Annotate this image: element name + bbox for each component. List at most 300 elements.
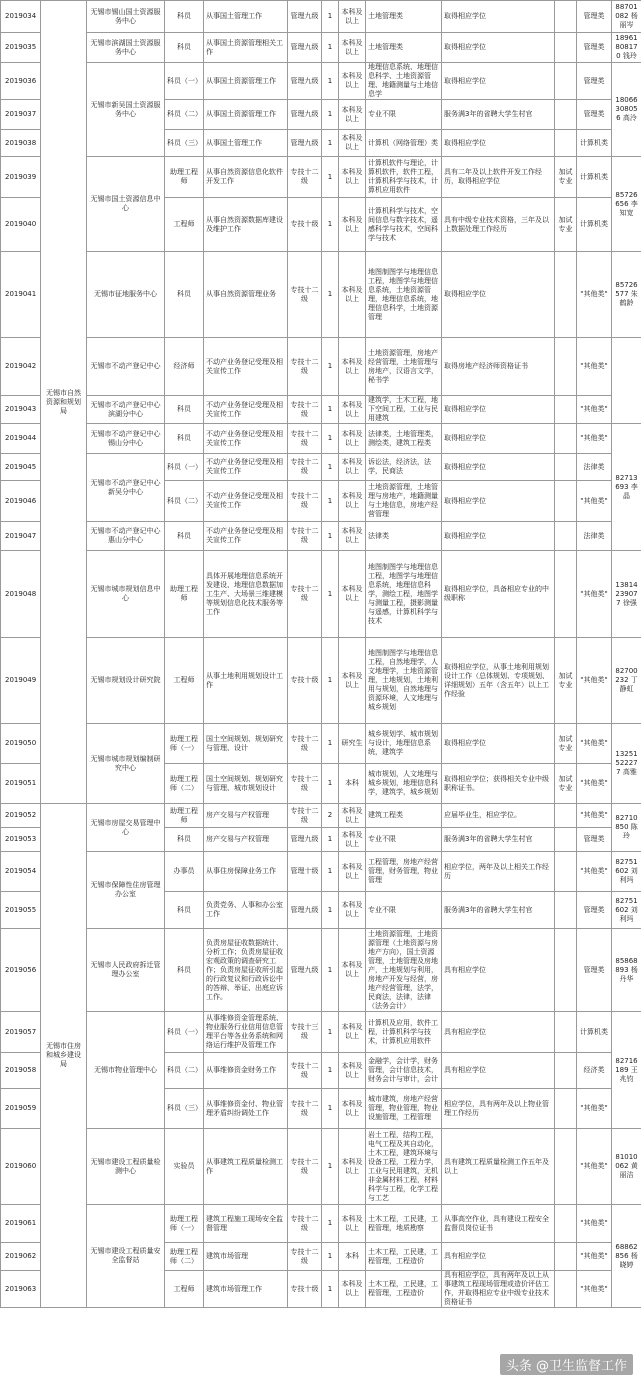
exam-category: 管理类 xyxy=(577,1,612,33)
hire-count: 1 xyxy=(322,522,339,551)
position-code: 2019052 xyxy=(1,804,41,828)
contact-info: 13814239077 徐强 xyxy=(612,551,641,638)
post-level: 专技十二级 xyxy=(288,252,322,338)
post-level: 管理九级 xyxy=(288,892,322,929)
table-row xyxy=(1,33,641,63)
position-code: 2019061 xyxy=(1,1205,41,1243)
exam-category: 管理类 xyxy=(577,100,612,130)
unit-name: 无锡市城市规划编制研究中心 xyxy=(87,724,165,804)
education: 本科及以上 xyxy=(339,1271,366,1308)
hire-count: 1 xyxy=(322,1,339,33)
other-requirements: 取得相应学位 xyxy=(442,33,555,63)
major: 土地管理类 xyxy=(366,33,442,63)
post-name: 实验员 xyxy=(165,1129,204,1205)
unit-name: 无锡市规划设计研究院 xyxy=(87,638,165,724)
hire-count: 1 xyxy=(322,551,339,638)
major: 专业不限 xyxy=(366,892,442,929)
major: 建筑学，土木工程，地下空间工程，工业与民用建筑 xyxy=(366,396,442,424)
job-duty: 房产交易与产权管理 xyxy=(204,804,288,828)
contact-info: 82700232 丁静虹 xyxy=(612,638,641,724)
hire-count: 1 xyxy=(322,338,339,396)
job-duty: 具体开展地理信息系统开发建设、地理信息数据加工生产、大场景三维建模等规划信息化技术服务等工作 xyxy=(204,551,288,638)
other-requirements: 应届毕业生，相应学位。 xyxy=(442,804,555,828)
education: 本科及以上 xyxy=(339,1089,366,1129)
post-name: 科员（二） xyxy=(165,1053,204,1089)
exam-category: 管理类 xyxy=(577,828,612,852)
table-row xyxy=(1,852,641,892)
position-code: 2019055 xyxy=(1,892,41,929)
hire-count: 1 xyxy=(322,724,339,764)
exam-method xyxy=(555,63,577,100)
exam-method xyxy=(555,551,577,638)
exam-method xyxy=(555,1012,577,1053)
position-code: 2019049 xyxy=(1,638,41,724)
job-duty: 国土空间规划、规划研究与管理、城市规划设计 xyxy=(204,764,288,804)
education: 本科及以上 xyxy=(339,157,366,198)
major: 城市建筑，房地产经营管理，物业管理，物业设施管理，工程管理 xyxy=(366,1089,442,1129)
other-requirements: 取得相应学位 xyxy=(442,252,555,338)
exam-method xyxy=(555,396,577,424)
exam-method xyxy=(555,424,577,454)
major: 专业不限 xyxy=(366,100,442,130)
major: 计算机（网络管理）类 xyxy=(366,130,442,157)
education: 本科及以上 xyxy=(339,481,366,522)
exam-category: "其他类" xyxy=(577,396,612,424)
exam-category: "其他类" xyxy=(577,1243,612,1271)
exam-category: "其他类" xyxy=(577,724,612,764)
hire-count: 1 xyxy=(322,1205,339,1243)
other-requirements: 具有相应学位 xyxy=(442,1012,555,1053)
education: 本科及以上 xyxy=(339,804,366,828)
exam-method xyxy=(555,100,577,130)
hire-count: 1 xyxy=(322,1243,339,1271)
job-duty: 从事国土资源管理工作 xyxy=(204,100,288,130)
job-duty: 从事国土管理工作 xyxy=(204,1,288,33)
education: 研究生 xyxy=(339,724,366,764)
position-code: 2019048 xyxy=(1,551,41,638)
major: 城市规划，人文地理与城乡规划，地理信息科学，建筑学，城乡规划 xyxy=(366,764,442,804)
post-name: 科员 xyxy=(165,929,204,1012)
exam-method xyxy=(555,828,577,852)
education: 本科及以上 xyxy=(339,454,366,481)
exam-category: "其他类" xyxy=(577,481,612,522)
unit-name: 无锡市房屋交易管理中心 xyxy=(87,804,165,852)
table-row xyxy=(1,638,641,724)
exam-category: "其他类" xyxy=(577,1271,612,1308)
table-row xyxy=(1,252,641,338)
hire-count: 1 xyxy=(322,852,339,892)
major: 地图制图学与地理信息工程，地图学与地理信息系统，土地资源管理，地理信息系统，地理信息科学，土地资源管理 xyxy=(366,252,442,338)
job-duty: 从事自然资源数据库建设及维护工作 xyxy=(204,198,288,252)
contact-info: 18961808170 钱玲 xyxy=(612,33,641,63)
post-name: 科员（三） xyxy=(165,130,204,157)
exam-category: "其他类" xyxy=(577,804,612,828)
other-requirements: 具有建筑工程质量检测工作五年及以上 xyxy=(442,1129,555,1205)
post-name: 科员 xyxy=(165,828,204,852)
post-level: 专技十二级 xyxy=(288,157,322,198)
exam-method xyxy=(555,852,577,892)
other-requirements: 取得相应学位 xyxy=(442,424,555,454)
position-code: 2019054 xyxy=(1,852,41,892)
exam-category: "其他类" xyxy=(577,551,612,638)
education: 本科及以上 xyxy=(339,638,366,724)
position-code: 2019047 xyxy=(1,522,41,551)
major: 土木工程，工民建，工程管理，工程造价 xyxy=(366,1243,442,1271)
job-duty: 建筑市场管理 xyxy=(204,1243,288,1271)
job-duty: 从事国土资源管理工作 xyxy=(204,63,288,100)
job-duty: 从事自然资源信息化软件开发工作 xyxy=(204,157,288,198)
job-duty: 不动产业务登记受理及相关宣传工作 xyxy=(204,454,288,481)
post-level: 专技十二级 xyxy=(288,1129,322,1205)
other-requirements: 取得相应学位，从事土地利用规划设计工作（总体规划、专项规划、详细规划）五年（含五年）以上工作经验 xyxy=(442,638,555,724)
unit-name: 无锡市不动产登记中心惠山分中心 xyxy=(87,522,165,551)
hire-count: 1 xyxy=(322,1053,339,1089)
exam-category: 计算机类 xyxy=(577,198,612,252)
hire-count: 1 xyxy=(322,424,339,454)
post-name: 工程师 xyxy=(165,198,204,252)
job-duty: 负责党务、人事和办公室工作 xyxy=(204,892,288,929)
education: 本科及以上 xyxy=(339,929,366,1012)
education: 本科及以上 xyxy=(339,198,366,252)
hire-count: 1 xyxy=(322,828,339,852)
major: 诉讼法，经济法，法学，民商法 xyxy=(366,454,442,481)
unit-name: 无锡市锡山国土资源服务中心 xyxy=(87,1,165,33)
exam-category: 管理类 xyxy=(577,63,612,100)
exam-method xyxy=(555,338,577,396)
post-name: 科员 xyxy=(165,424,204,454)
exam-method: 加试专业 xyxy=(555,157,577,198)
other-requirements: 取得相应学位；获得相关专业中级职称证书。 xyxy=(442,764,555,804)
table-row xyxy=(1,724,641,764)
job-duty: 不动产业务登记受理及相关宣传工作 xyxy=(204,481,288,522)
unit-name: 无锡市国土资源信息中心 xyxy=(87,157,165,252)
education: 本科及以上 xyxy=(339,252,366,338)
exam-category: 计算机类 xyxy=(577,157,612,198)
other-requirements: 相应学位，具有两年及以上物业管理工作经历 xyxy=(442,1089,555,1129)
post-level: 管理十级 xyxy=(288,852,322,892)
exam-method xyxy=(555,1271,577,1308)
post-level: 专技十二级 xyxy=(288,424,322,454)
job-duty: 从事维修资金管理系统、物业服务行业信用信息管理平台等各业务系统和网络运行维护及管理工作 xyxy=(204,1012,288,1053)
other-requirements: 取得相应学位 xyxy=(442,1,555,33)
major: 土地管理类 xyxy=(366,1,442,33)
other-requirements: 具有相应学位，具有两年及以上从事建筑工程现场管理或造价评估工作，并取得相应专业中级专业技术资格证书 xyxy=(442,1271,555,1308)
education: 本科及以上 xyxy=(339,1129,366,1205)
unit-name: 无锡市城市规划信息中心 xyxy=(87,551,165,638)
other-requirements: 取得相应学位 xyxy=(442,396,555,424)
education: 本科及以上 xyxy=(339,1,366,33)
job-duty: 不动产业务登记受理及相关宣传工作 xyxy=(204,424,288,454)
major: 土地资源管理，土地资源管理（土地资源与房地产方向），国土资源管理，土地管理及房地产，土地规划与利用，房地产开发与经营，房地产经营管理，法学，民商法，法律，法律（法务会计） xyxy=(366,929,442,1012)
post-level: 专技十级 xyxy=(288,638,322,724)
post-name: 助理工程师（一） xyxy=(165,1205,204,1243)
position-code: 2019040 xyxy=(1,198,41,252)
table-row xyxy=(1,1012,641,1053)
contact-info: 82751602 刘利玛 xyxy=(612,892,641,929)
job-duty: 从事维修资金付、物业管理矛盾纠纷调处工作 xyxy=(204,1089,288,1129)
major: 地理信息系统、地理信息科学、土地资源管理、地籍测量与土地信息学 xyxy=(366,63,442,100)
post-level: 管理九级 xyxy=(288,130,322,157)
post-level: 管理九级 xyxy=(288,63,322,100)
table-row xyxy=(1,396,641,424)
other-requirements: 取得房地产经济师资格证书 xyxy=(442,338,555,396)
hire-count: 1 xyxy=(322,764,339,804)
department-name: 无锡市住房和城乡建设局 xyxy=(41,804,87,1308)
post-name: 科员（一） xyxy=(165,454,204,481)
exam-category: 法律类 xyxy=(577,522,612,551)
hire-count: 1 xyxy=(322,454,339,481)
education: 本科及以上 xyxy=(339,1053,366,1089)
position-code: 2019050 xyxy=(1,724,41,764)
major: 土木工程，工民建，工程管理，工程造价 xyxy=(366,1271,442,1308)
exam-method xyxy=(555,1053,577,1089)
other-requirements: 取得相应学位 xyxy=(442,130,555,157)
department-name: 无锡市自然资源和规划局 xyxy=(41,1,87,804)
hire-count: 1 xyxy=(322,100,339,130)
exam-category: 管理类 xyxy=(577,892,612,929)
unit-name: 无锡市不动产登记中心锡山分中心 xyxy=(87,424,165,454)
exam-category: 计算机类 xyxy=(577,1012,612,1053)
other-requirements: 服务满3年的省聘大学生村官 xyxy=(442,100,555,130)
position-code: 2019059 xyxy=(1,1089,41,1129)
contact-info: 82751602 刘利玛 xyxy=(612,852,641,892)
exam-method: 加试专业 xyxy=(555,724,577,764)
education: 本科及以上 xyxy=(339,396,366,424)
other-requirements: 取得相应学位 xyxy=(442,724,555,764)
table-row xyxy=(1,929,641,1012)
position-code: 2019041 xyxy=(1,252,41,338)
table-row xyxy=(1,1129,641,1205)
exam-method xyxy=(555,522,577,551)
major: 地图制图学与地理信息工程，地图学与地理信息系统，地理信息科学，测绘工程，地图学与测量工程，摄影测量与遥感，计算机科学与技术 xyxy=(366,551,442,638)
other-requirements: 具有相应学位 xyxy=(442,1243,555,1271)
job-duty: 不动产业务登记受理及相关宣传工作 xyxy=(204,522,288,551)
post-name: 科员 xyxy=(165,892,204,929)
table-row xyxy=(1,424,641,454)
other-requirements: 取得相应学位 xyxy=(442,454,555,481)
post-level: 专技十级 xyxy=(288,198,322,252)
position-code: 2019045 xyxy=(1,454,41,481)
exam-method xyxy=(555,454,577,481)
unit-name: 无锡市建设工程质量安全监督站 xyxy=(87,1205,165,1308)
post-name: 科员 xyxy=(165,33,204,63)
position-code: 2019058 xyxy=(1,1053,41,1089)
post-name: 办事员 xyxy=(165,852,204,892)
exam-category: "其他类" xyxy=(577,338,612,396)
hire-count: 1 xyxy=(322,130,339,157)
post-level: 专技十二级 xyxy=(288,1089,322,1129)
exam-category: 经济类 xyxy=(577,1053,612,1089)
exam-method xyxy=(555,929,577,1012)
exam-method: 加试专业 xyxy=(555,638,577,724)
table-row xyxy=(1,63,641,100)
other-requirements: 取得相应学位 xyxy=(442,522,555,551)
major: 法律类 xyxy=(366,522,442,551)
job-duty: 不动产业务登记受理及相关宣传工作 xyxy=(204,396,288,424)
exam-method xyxy=(555,130,577,157)
post-level: 专技十二级 xyxy=(288,522,322,551)
hire-count: 1 xyxy=(322,63,339,100)
post-level: 管理九级 xyxy=(288,33,322,63)
education: 本科及以上 xyxy=(339,522,366,551)
major: 土地资源管理，房地产经营管理，土地管理与房地产，汉语言文学，秘书学 xyxy=(366,338,442,396)
contact-info: 81010062 黄丽洁 xyxy=(612,1129,641,1205)
post-name: 工程师 xyxy=(165,638,204,724)
other-requirements: 取得相应学位 xyxy=(442,63,555,100)
position-code: 2019062 xyxy=(1,1243,41,1271)
position-code: 2019039 xyxy=(1,157,41,198)
other-requirements: 具有中级专业技术资格，三年及以上数据处理工作经历 xyxy=(442,198,555,252)
exam-method xyxy=(555,1243,577,1271)
major: 建筑工程类 xyxy=(366,804,442,828)
exam-category: "其他类" xyxy=(577,1205,612,1243)
major: 工程管理，房地产经营管理，财务管理，物业管理 xyxy=(366,852,442,892)
major: 地图制图学与地理信息工程，自然地理学，人文地理学，土地资源管理，土地规划，土地利用与规划，自然地理与资源环境，人文地理与城乡规划 xyxy=(366,638,442,724)
post-level: 管理九级 xyxy=(288,1,322,33)
other-requirements: 取得相应学位 xyxy=(442,481,555,522)
position-code: 2019035 xyxy=(1,33,41,63)
post-name: 科员（三） xyxy=(165,1089,204,1129)
other-requirements: 相应学位，两年及以上相关工作经历 xyxy=(442,852,555,892)
hire-count: 1 xyxy=(322,33,339,63)
hire-count: 1 xyxy=(322,157,339,198)
job-duty: 房产交易与产权管理 xyxy=(204,828,288,852)
exam-category: 管理类 xyxy=(577,929,612,1012)
position-code: 2019038 xyxy=(1,130,41,157)
education: 本科 xyxy=(339,1243,366,1271)
post-name: 科员（一） xyxy=(165,1012,204,1053)
major: 土地资源管理，土地管理与房地产，地籍测量与土地信息，房地产经营管理 xyxy=(366,481,442,522)
post-level: 管理九级 xyxy=(288,828,322,852)
unit-name: 无锡市滨湖国土资源服务中心 xyxy=(87,33,165,63)
major: 法律类，土地管理类，测绘类，建筑工程类 xyxy=(366,424,442,454)
hire-count: 1 xyxy=(322,638,339,724)
unit-name: 无锡市不动产登记中心 xyxy=(87,338,165,396)
table-row xyxy=(1,157,641,198)
contact-info: 68862856 杨晓婷 xyxy=(612,1205,641,1308)
table-row xyxy=(1,338,641,396)
education: 本科及以上 xyxy=(339,1205,366,1243)
post-name: 助理工程师 xyxy=(165,804,204,828)
contact-info: 13251522277 高雅 xyxy=(612,724,641,804)
position-code: 2019037 xyxy=(1,100,41,130)
hire-count: 1 xyxy=(322,1012,339,1053)
education: 本科及以上 xyxy=(339,828,366,852)
unit-name: 无锡市保障性住房管理办公室 xyxy=(87,852,165,929)
post-name: 助理工程师 xyxy=(165,551,204,638)
position-code: 2019034 xyxy=(1,1,41,33)
job-duty: 建筑工程施工现场安全监督管理 xyxy=(204,1205,288,1243)
exam-method xyxy=(555,33,577,63)
education: 本科及以上 xyxy=(339,338,366,396)
position-code: 2019043 xyxy=(1,396,41,424)
major: 城乡规划学、城市规划与设计，地理信息系统，建筑学 xyxy=(366,724,442,764)
position-code: 2019056 xyxy=(1,929,41,1012)
job-duty: 建筑市场管理工作 xyxy=(204,1271,288,1308)
job-duty: 不动产业务登记受理及相关宣传工作 xyxy=(204,338,288,396)
exam-category: "其他类" xyxy=(577,638,612,724)
education: 本科及以上 xyxy=(339,551,366,638)
exam-category: "其他类" xyxy=(577,424,612,454)
position-code: 2019042 xyxy=(1,338,41,396)
post-level: 专技十二级 xyxy=(288,1053,322,1089)
hire-count: 1 xyxy=(322,1129,339,1205)
position-code: 2019036 xyxy=(1,63,41,100)
major: 岩土工程，结构工程，电气工程及其自动化，土木工程，建筑环境与设备工程，工程力学，工业与民用建筑，无机非金属材料工程，材料科学与工程，化学工程与工艺 xyxy=(366,1129,442,1205)
post-level: 专技十二级 xyxy=(288,551,322,638)
job-duty: 从事土地利用规划设计工作 xyxy=(204,638,288,724)
education: 本科及以上 xyxy=(339,130,366,157)
post-level: 专技十二级 xyxy=(288,338,322,396)
education: 本科及以上 xyxy=(339,892,366,929)
unit-name: 无锡市人民政府拆迁管理办公室 xyxy=(87,929,165,1012)
contact-info: 18066308056 高泠 xyxy=(612,63,641,157)
exam-method xyxy=(555,252,577,338)
contact-info: 82713693 李晶 xyxy=(612,424,641,551)
contact-info: 85726656 李知宽 xyxy=(612,157,641,252)
job-duty: 从事国土管理工作 xyxy=(204,130,288,157)
hire-count: 1 xyxy=(322,481,339,522)
unit-name: 无锡市新吴国土资源服务中心 xyxy=(87,63,165,157)
exam-method: 加试专业 xyxy=(555,198,577,252)
major: 土木工程，工民建，工程管理，地质勘察 xyxy=(366,1205,442,1243)
post-name: 科员 xyxy=(165,252,204,338)
post-level: 专技十二级 xyxy=(288,454,322,481)
hire-count: 2 xyxy=(322,804,339,828)
exam-category: 法律类 xyxy=(577,454,612,481)
post-level: 专技十二级 xyxy=(288,1205,322,1243)
job-duty: 从事维修资金财务工作 xyxy=(204,1053,288,1089)
major: 计算机及应用，软件工程，计算机科学与技术，计算机应用软件 xyxy=(366,1012,442,1053)
exam-method xyxy=(555,481,577,522)
post-level: 专技十三级 xyxy=(288,1012,322,1053)
position-code: 2019046 xyxy=(1,481,41,522)
post-name: 助理工程师（二） xyxy=(165,1243,204,1271)
unit-name: 无锡市不动产登记中心滨湖分中心 xyxy=(87,396,165,424)
other-requirements: 服务满3年的省聘大学生村官 xyxy=(442,892,555,929)
position-code: 2019044 xyxy=(1,424,41,454)
other-requirements: 取得相应学位，具备相应专业的中级职称 xyxy=(442,551,555,638)
other-requirements: 具有相应学位 xyxy=(442,929,555,1012)
job-duty: 负责房屋征收数据统计、分析工作；负责房屋征收宏观政策的调查研究工作；负责房屋征收所引起的行政复议和行政诉讼中的答辩、举证、出庭应诉工作。 xyxy=(204,929,288,1012)
hire-count: 1 xyxy=(322,1089,339,1129)
post-level: 管理九级 xyxy=(288,100,322,130)
education: 本科及以上 xyxy=(339,100,366,130)
other-requirements: 具有相应学位 xyxy=(442,1053,555,1089)
unit-name: 无锡市物业管理中心 xyxy=(87,1012,165,1129)
exam-category: 计算机类 xyxy=(577,130,612,157)
other-requirements: 服务满3年的省聘大学生村官 xyxy=(442,828,555,852)
post-name: 助理工程师（一） xyxy=(165,724,204,764)
post-level: 专技十二级 xyxy=(288,724,322,764)
education: 本科及以上 xyxy=(339,63,366,100)
hire-count: 1 xyxy=(322,198,339,252)
job-duty: 国土空间规划、规划研究与管理、设计 xyxy=(204,724,288,764)
exam-category: "其他类" xyxy=(577,252,612,338)
contact-info: 88701082 杨丽岑 xyxy=(612,1,641,33)
position-code: 2019051 xyxy=(1,764,41,804)
position-code: 2019060 xyxy=(1,1129,41,1205)
hire-count: 1 xyxy=(322,252,339,338)
post-name: 科员（二） xyxy=(165,100,204,130)
unit-name: 无锡市征地服务中心 xyxy=(87,252,165,338)
table-row xyxy=(1,1,641,33)
table-row xyxy=(1,522,641,551)
post-level: 专技十级 xyxy=(288,1271,322,1308)
post-name: 科员 xyxy=(165,396,204,424)
unit-name: 无锡市不动产登记中心新吴分中心 xyxy=(87,454,165,522)
education: 本科及以上 xyxy=(339,424,366,454)
